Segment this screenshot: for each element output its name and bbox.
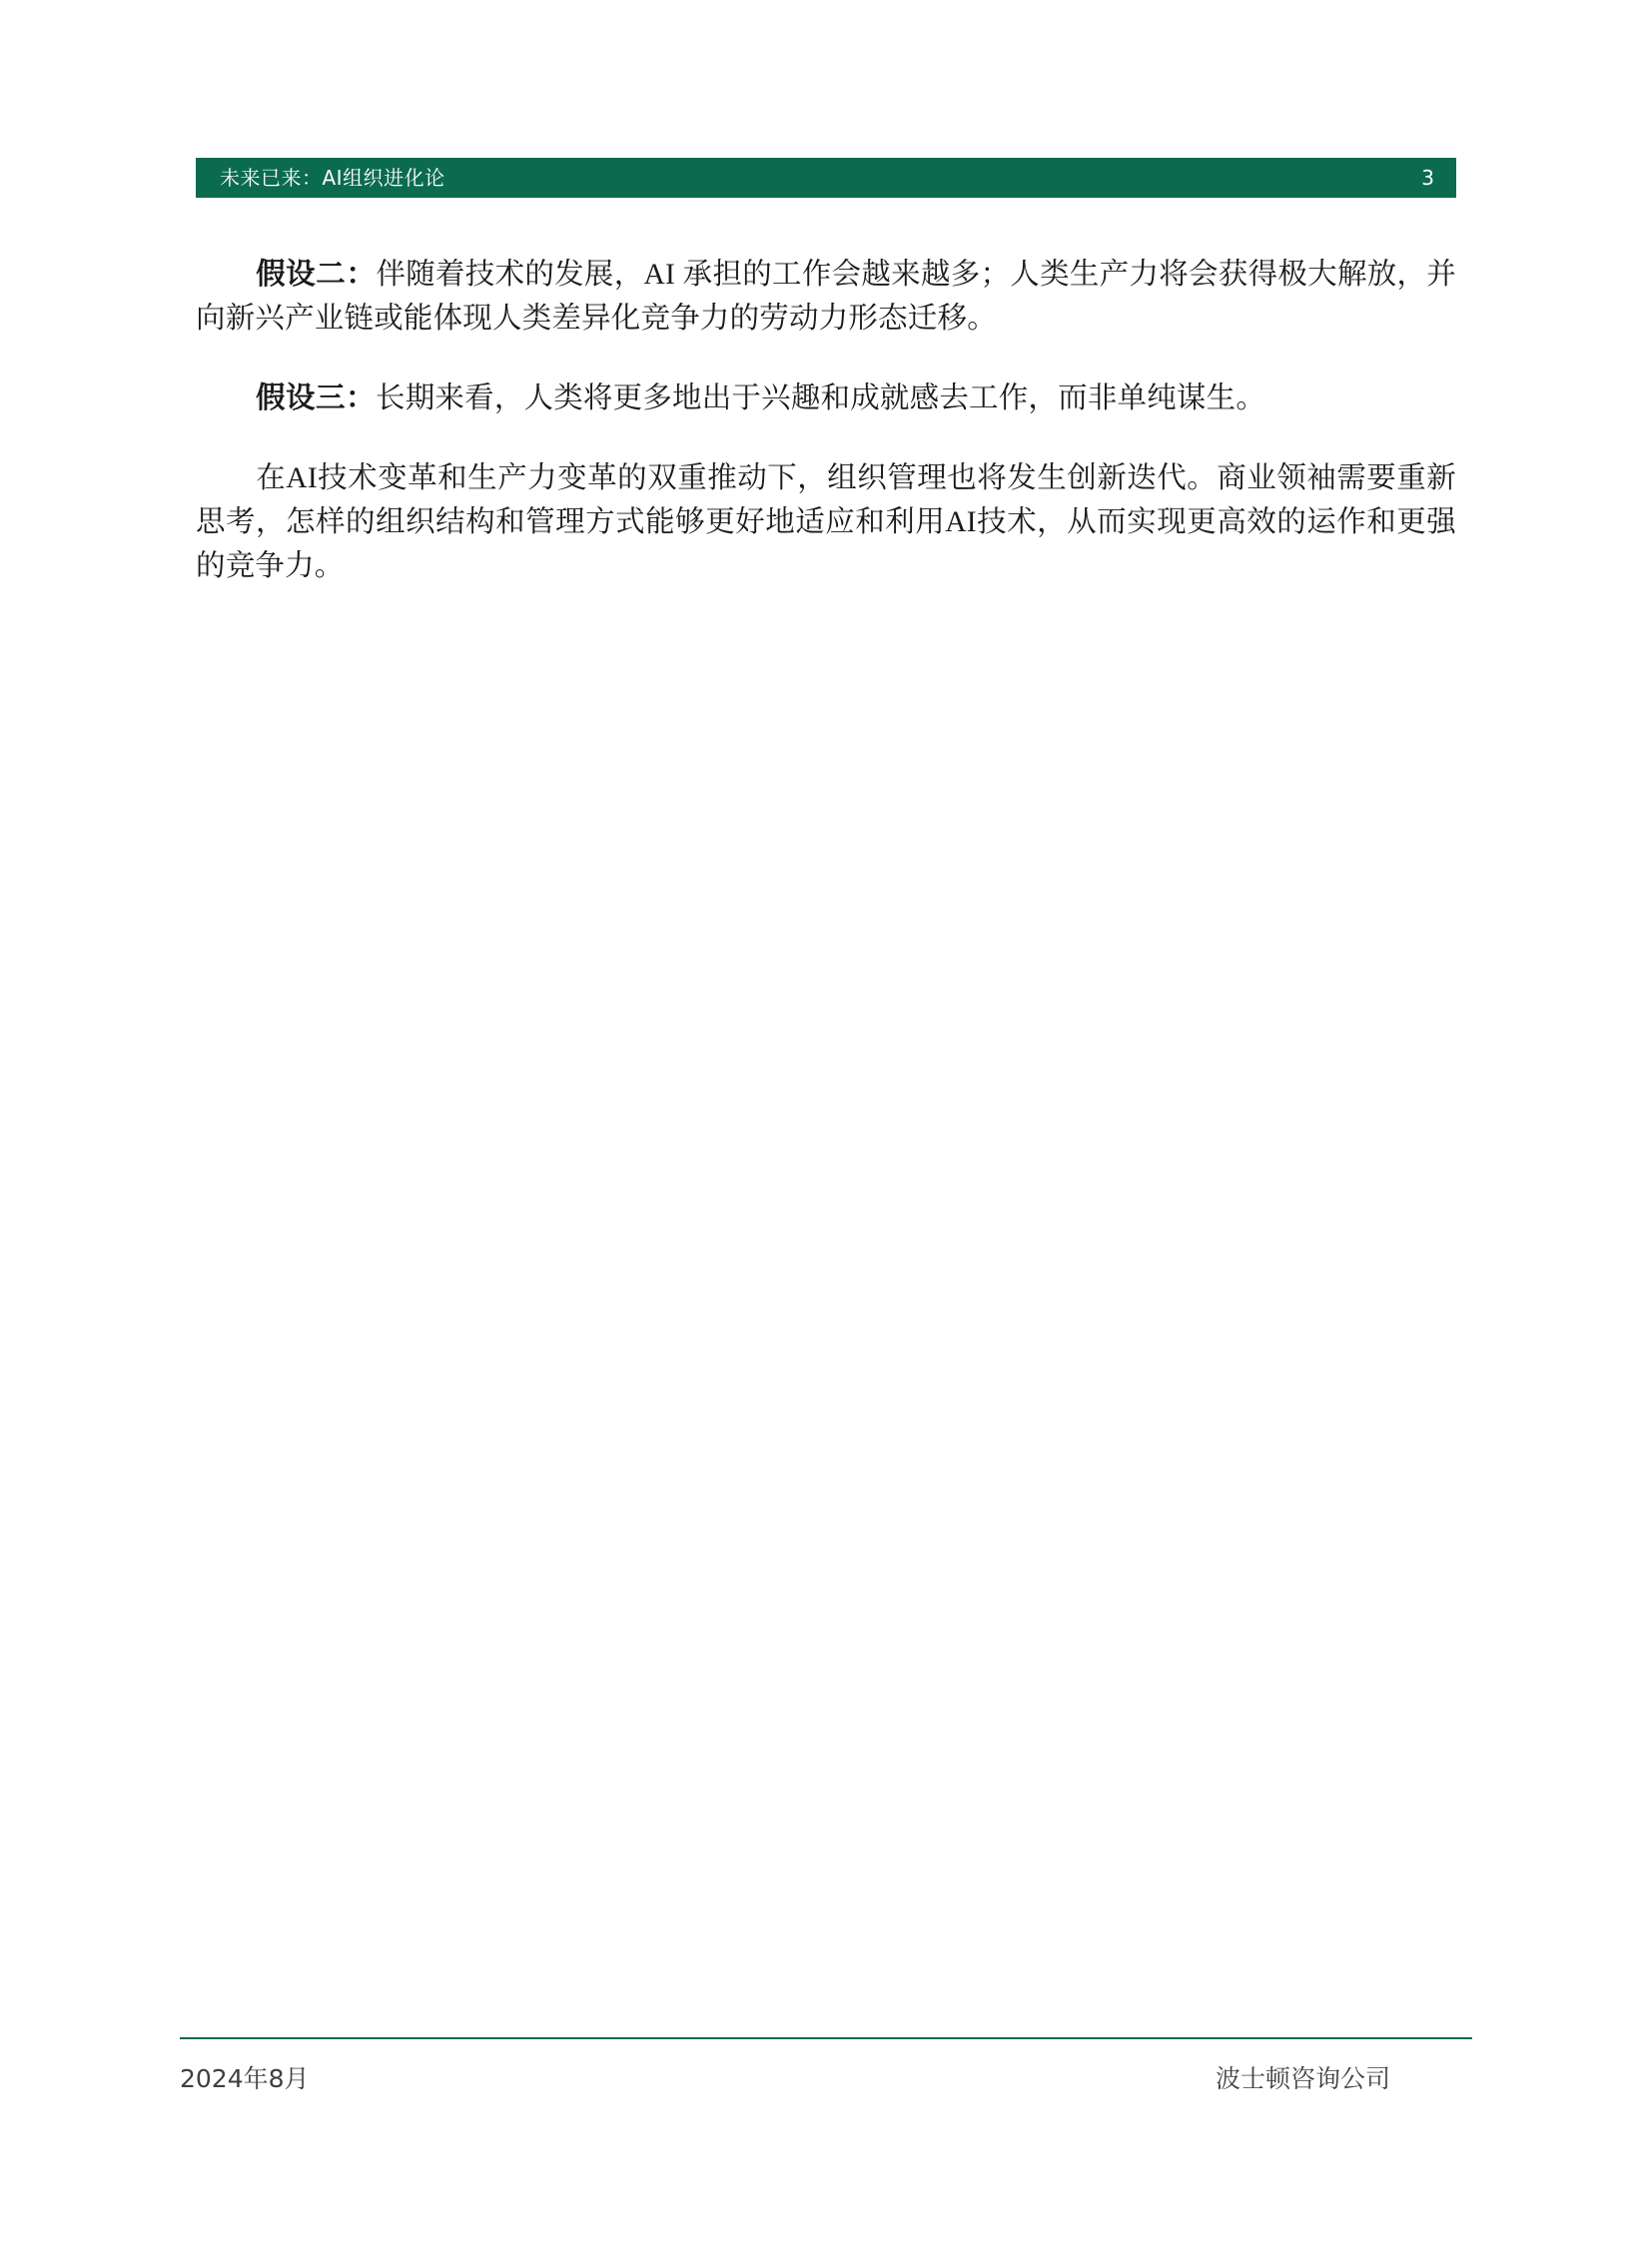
paragraph-text: 在AI技术变革和生产力变革的双重推动下，组织管理也将发生创新迭代。商业领袖需要重新思考，怎样的组织结构和管理方式能够更好地适应和利用AI技术，从而实现更高效的运作和更强的竞争力。	[196, 461, 1457, 583]
document-body	[196, 252, 1456, 637]
paragraph-assumption-three	[196, 375, 1456, 420]
paragraph-conclusion	[196, 456, 1456, 589]
paragraph-lead-label: 假设三：	[256, 378, 377, 414]
page-header-band	[196, 158, 1456, 198]
paragraph-text: 长期来看，人类将更多地出于兴趣和成就感去工作，而非单纯谋生。	[376, 381, 1266, 414]
footer-publisher: 波士顿咨询公司	[1215, 2064, 1390, 2093]
header-page-number: 3	[1421, 166, 1434, 190]
page-footer	[180, 2059, 1472, 2095]
paragraph-assumption-two	[196, 252, 1456, 342]
paragraph-lead-label: 假设二：	[256, 256, 377, 291]
paragraph-text: 伴随着技术的发展，AI 承担的工作会越来越多；人类生产力将会获得极大解放，并向新兴产业链或能体现人类差异化竞争力的劳动力形态迁移。	[196, 259, 1456, 336]
header-title: 未来已来：AI组织进化论	[220, 166, 445, 190]
footer-date: 2024年8月	[180, 2064, 310, 2093]
footer-divider	[180, 2037, 1472, 2039]
